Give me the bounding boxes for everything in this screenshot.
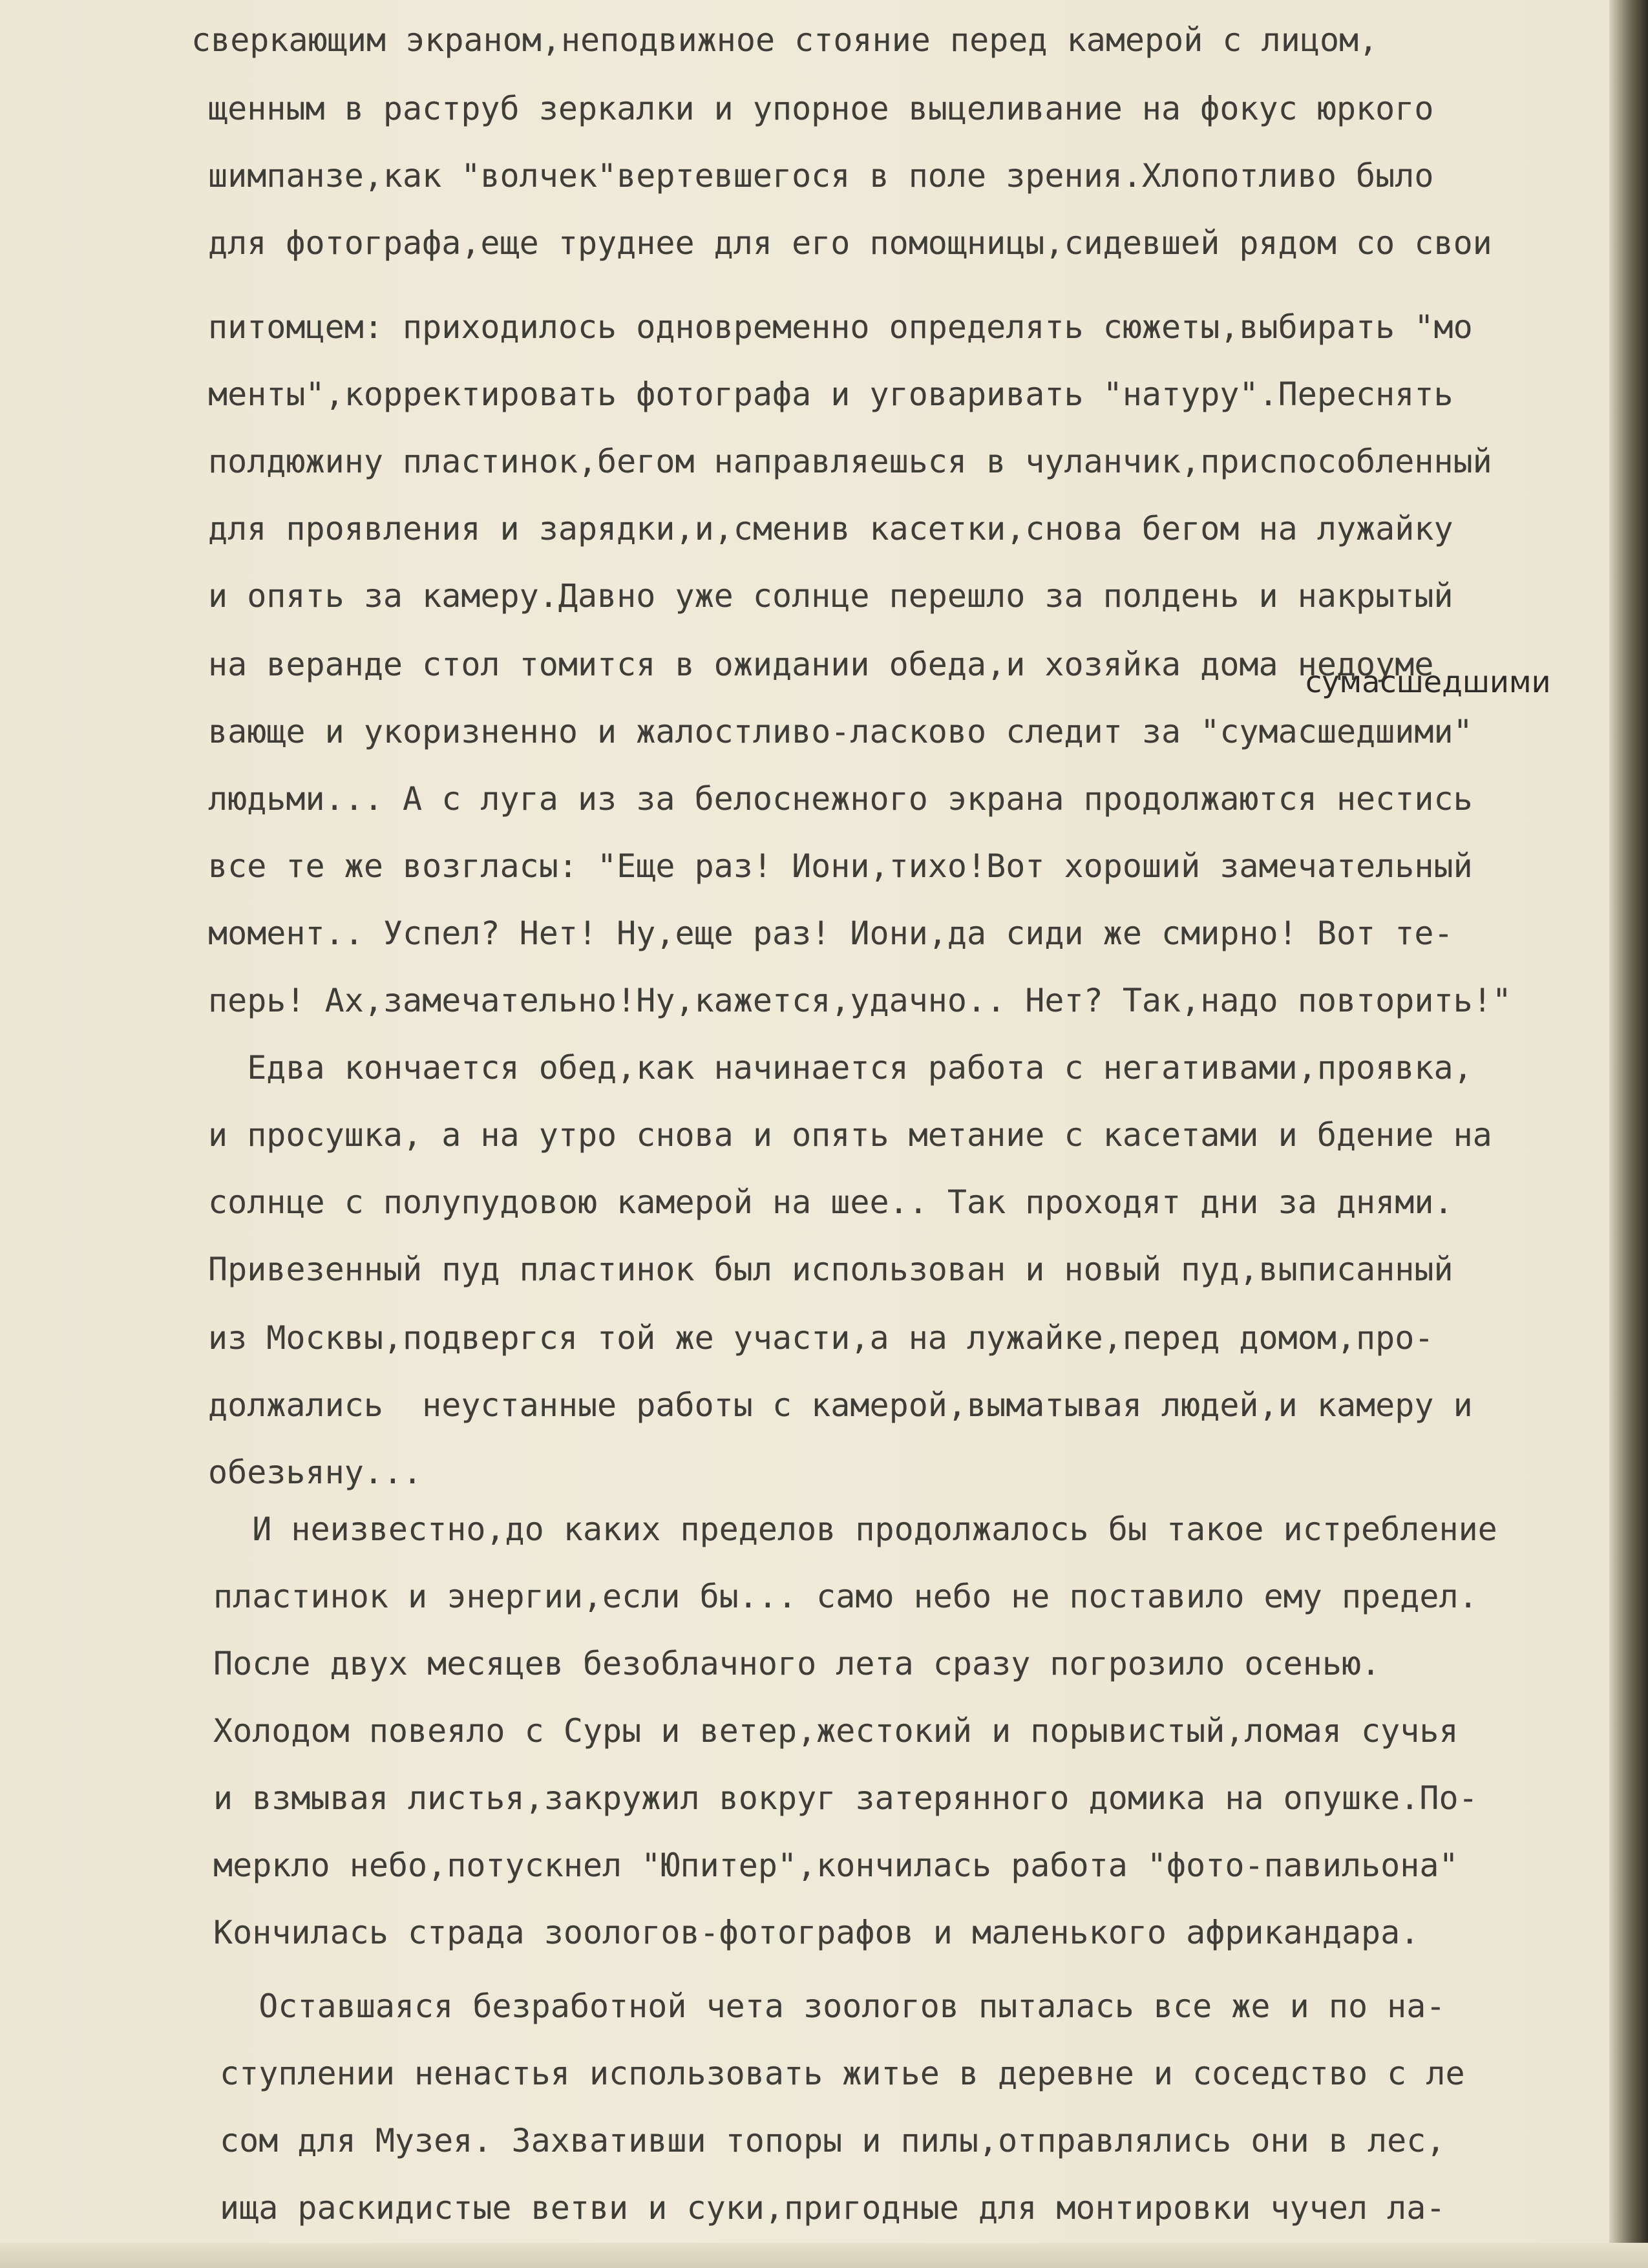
- text-line: Кончилась страда зоологов-фотографов и маленького африкандара.: [213, 1914, 1420, 1951]
- text-line: полдюжину пластинок,бегом направляешься в чуланчик,приспособленный: [208, 443, 1492, 480]
- text-line: пластинок и энергии,если бы... само небо не поставило ему предел.: [213, 1578, 1478, 1615]
- text-line: для фотографа,еще труднее для его помощницы,сидевшей рядом со свои: [208, 224, 1492, 262]
- text-line: питомцем: приходилось одновременно определять сюжеты,выбирать "мо: [208, 308, 1473, 346]
- page-edge-shadow: [1609, 0, 1648, 2268]
- text-line: солнце с полупудовою камерой на шее.. Так проходят дни за днями.: [208, 1183, 1453, 1221]
- text-line: шимпанзе,как "волчек"вертевшегося в поле зрения.Хлопотливо было: [208, 157, 1434, 195]
- text-line: вающе и укоризненно и жалостливо-ласково следит за "сумасшедшими": [208, 713, 1473, 750]
- text-line: перь! Ах,замечательно!Ну,кажется,удачно.. Нет? Так,надо повторить!": [208, 982, 1512, 1019]
- text-line: все те же возгласы: "Еще раз! Иони,тихо!Вот хороший замечательный: [208, 847, 1473, 885]
- text-line: менты",корректировать фотографа и уговаривать "натуру".Переснять: [208, 376, 1453, 413]
- scan-bottom-edge: [0, 2243, 1648, 2268]
- text-line: и взмывая листья,закружил вокруг затерянного домика на опушке.По-: [213, 1779, 1478, 1817]
- text-line: сверкающим экраном,неподвижное стояние перед камерой с лицом,: [191, 21, 1379, 59]
- text-line: из Москвы,подвергся той же участи,а на лужайке,перед домом,про-: [208, 1319, 1434, 1357]
- text-line: Холодом повеяло с Суры и ветер,жестокий и порывистый,ломая сучья: [213, 1712, 1459, 1750]
- text-line: и просушка, а на утро снова и опять метание с касетами и бдение на: [208, 1116, 1492, 1154]
- text-line: людьми... А с луга из за белоснежного экрана продолжаются нестись: [208, 780, 1473, 818]
- text-line: После двух месяцев безоблачного лета сразу погрозило осенью.: [213, 1645, 1381, 1682]
- text-line: обезьяну...: [208, 1454, 423, 1491]
- text-line: для проявления и зарядки,и,сменив касетки,снова бегом на лужайку: [208, 510, 1453, 547]
- text-line: Едва кончается обед,как начинается работа с негативами,проявка,: [208, 1049, 1473, 1086]
- text-line: ища раскидистые ветви и суки,пригодные для монтировки чучел ла-: [220, 2189, 1446, 2227]
- text-line: сом для Музея. Захвативши топоры и пилы,отправлялись они в лес,: [220, 2122, 1446, 2159]
- text-line: ступлении ненастья использовать житье в деревне и соседство с ле: [220, 2055, 1465, 2092]
- text-line: И неизвестно,до каких пределов продолжалось бы такое истребление: [213, 1510, 1497, 1548]
- text-line: меркло небо,потускнел "Юпитер",кончилась работа "фото-павильона": [213, 1847, 1459, 1884]
- text-line: и опять за камеру.Давно уже солнце перешло за полдень и накрытый: [208, 577, 1453, 615]
- handwritten-annotation: сумасшедшими: [1305, 664, 1551, 699]
- text-line: Оставшаяся безработной чета зоологов пыталась все же и по на-: [220, 1987, 1446, 2025]
- text-line: момент.. Успел? Нет! Ну,еще раз! Иони,да сиди же смирно! Вот те-: [208, 915, 1453, 952]
- text-line: Привезенный пуд пластинок был использован и новый пуд,выписанный: [208, 1251, 1453, 1288]
- text-line: на веранде стол томится в ожидании обеда,и хозяйка дома недоуме: [208, 646, 1434, 683]
- text-line: должались неустанные работы с камерой,выматывая людей,и камеру и: [208, 1386, 1473, 1424]
- text-line: щенным в раструб зеркалки и упорное выцеливание на фокус юркого: [208, 90, 1434, 127]
